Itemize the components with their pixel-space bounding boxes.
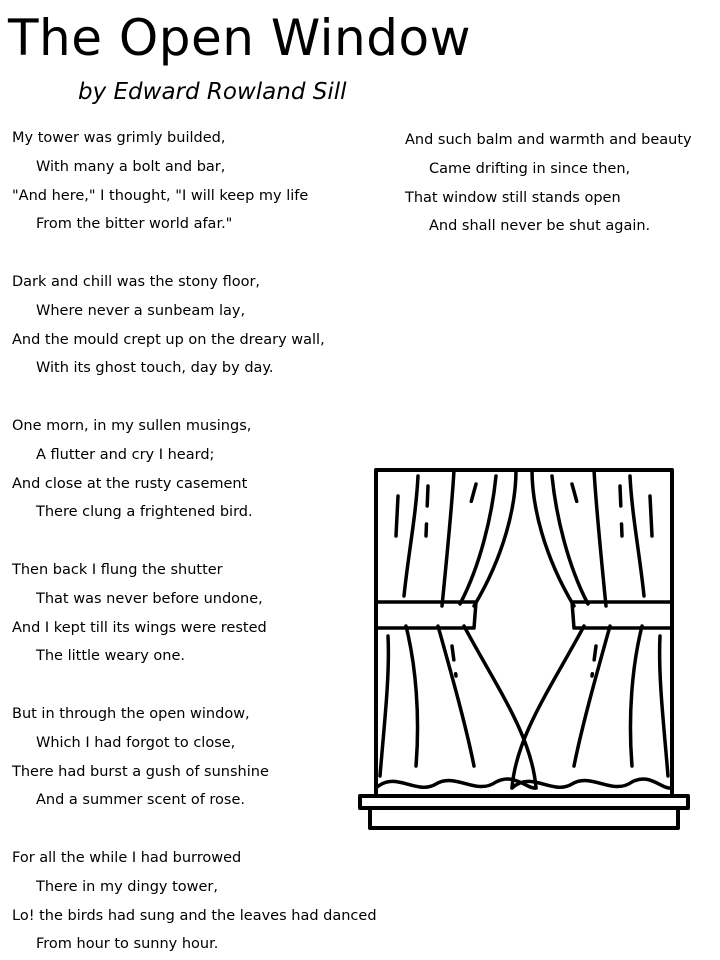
- poem-line: And I kept till its wings were rested: [12, 619, 267, 636]
- poem-line: And close at the rusty casement: [12, 475, 248, 492]
- stanza-gap: [12, 815, 392, 844]
- poem-line: There had burst a gush of sunshine: [12, 763, 269, 780]
- poem-line: But in through the open window,: [12, 705, 250, 722]
- stanza-gap: [12, 383, 392, 412]
- stanza: [12, 844, 392, 959]
- poem-line: And such balm and warmth and beauty: [405, 132, 692, 148]
- poem-byline: by Edward Rowland Sill: [78, 79, 347, 105]
- poem-column-left: [12, 124, 392, 959]
- poem-line: With its ghost touch, day by day.: [36, 360, 274, 377]
- stanza: [405, 126, 715, 241]
- poem-line: There in my dingy tower,: [36, 878, 219, 895]
- left-tieback: [378, 602, 476, 628]
- poem-line: With many a bolt and bar,: [36, 158, 226, 175]
- stanza: [12, 124, 392, 239]
- window-with-curtains-icon: [356, 466, 692, 832]
- poem-line: My tower was grimly builded,: [12, 130, 226, 146]
- poem-line: Lo! the birds had sung and the leaves had danced: [12, 907, 377, 924]
- poem-line: Where never a sunbeam lay,: [36, 302, 246, 319]
- window-frame: [376, 470, 672, 796]
- poem-line: And the mould crept up on the dreary wall,: [12, 331, 325, 348]
- poem-line: Then back I flung the shutter: [12, 561, 223, 578]
- stanza-gap: [12, 527, 392, 556]
- poem-line: The little weary one.: [36, 648, 185, 665]
- stanza: [12, 412, 392, 527]
- poem-line: Which I had forgot to close,: [36, 734, 236, 751]
- poem-column-right: [405, 126, 715, 241]
- poem-line: A flutter and cry I heard;: [36, 446, 215, 463]
- right-tieback: [572, 602, 670, 628]
- poem-line: That was never before undone,: [36, 590, 263, 607]
- poem-line: Came drifting in since then,: [429, 160, 631, 177]
- poem-line: From hour to sunny hour.: [36, 936, 219, 953]
- stanza-gap: [12, 239, 392, 268]
- poem-title: The Open Window: [8, 9, 471, 67]
- stanza: [12, 556, 392, 671]
- poem-line: From the bitter world afar.": [36, 216, 233, 233]
- poem-line: Dark and chill was the stony floor,: [12, 273, 261, 290]
- poem-line: That window still stands open: [405, 189, 621, 206]
- poem-line: For all the while I had burrowed: [12, 849, 242, 866]
- poem-line: And a summer scent of rose.: [36, 792, 246, 809]
- stanza: [12, 268, 392, 383]
- poem-line: "And here," I thought, "I will keep my life: [12, 187, 309, 204]
- stanza: [12, 700, 392, 815]
- window-sill-base: [370, 808, 678, 828]
- poem-line: One morn, in my sullen musings,: [12, 417, 252, 434]
- stanza-gap: [12, 671, 392, 700]
- poem-line: And shall never be shut again.: [429, 218, 651, 235]
- poem-line: There clung a frightened bird.: [36, 504, 253, 521]
